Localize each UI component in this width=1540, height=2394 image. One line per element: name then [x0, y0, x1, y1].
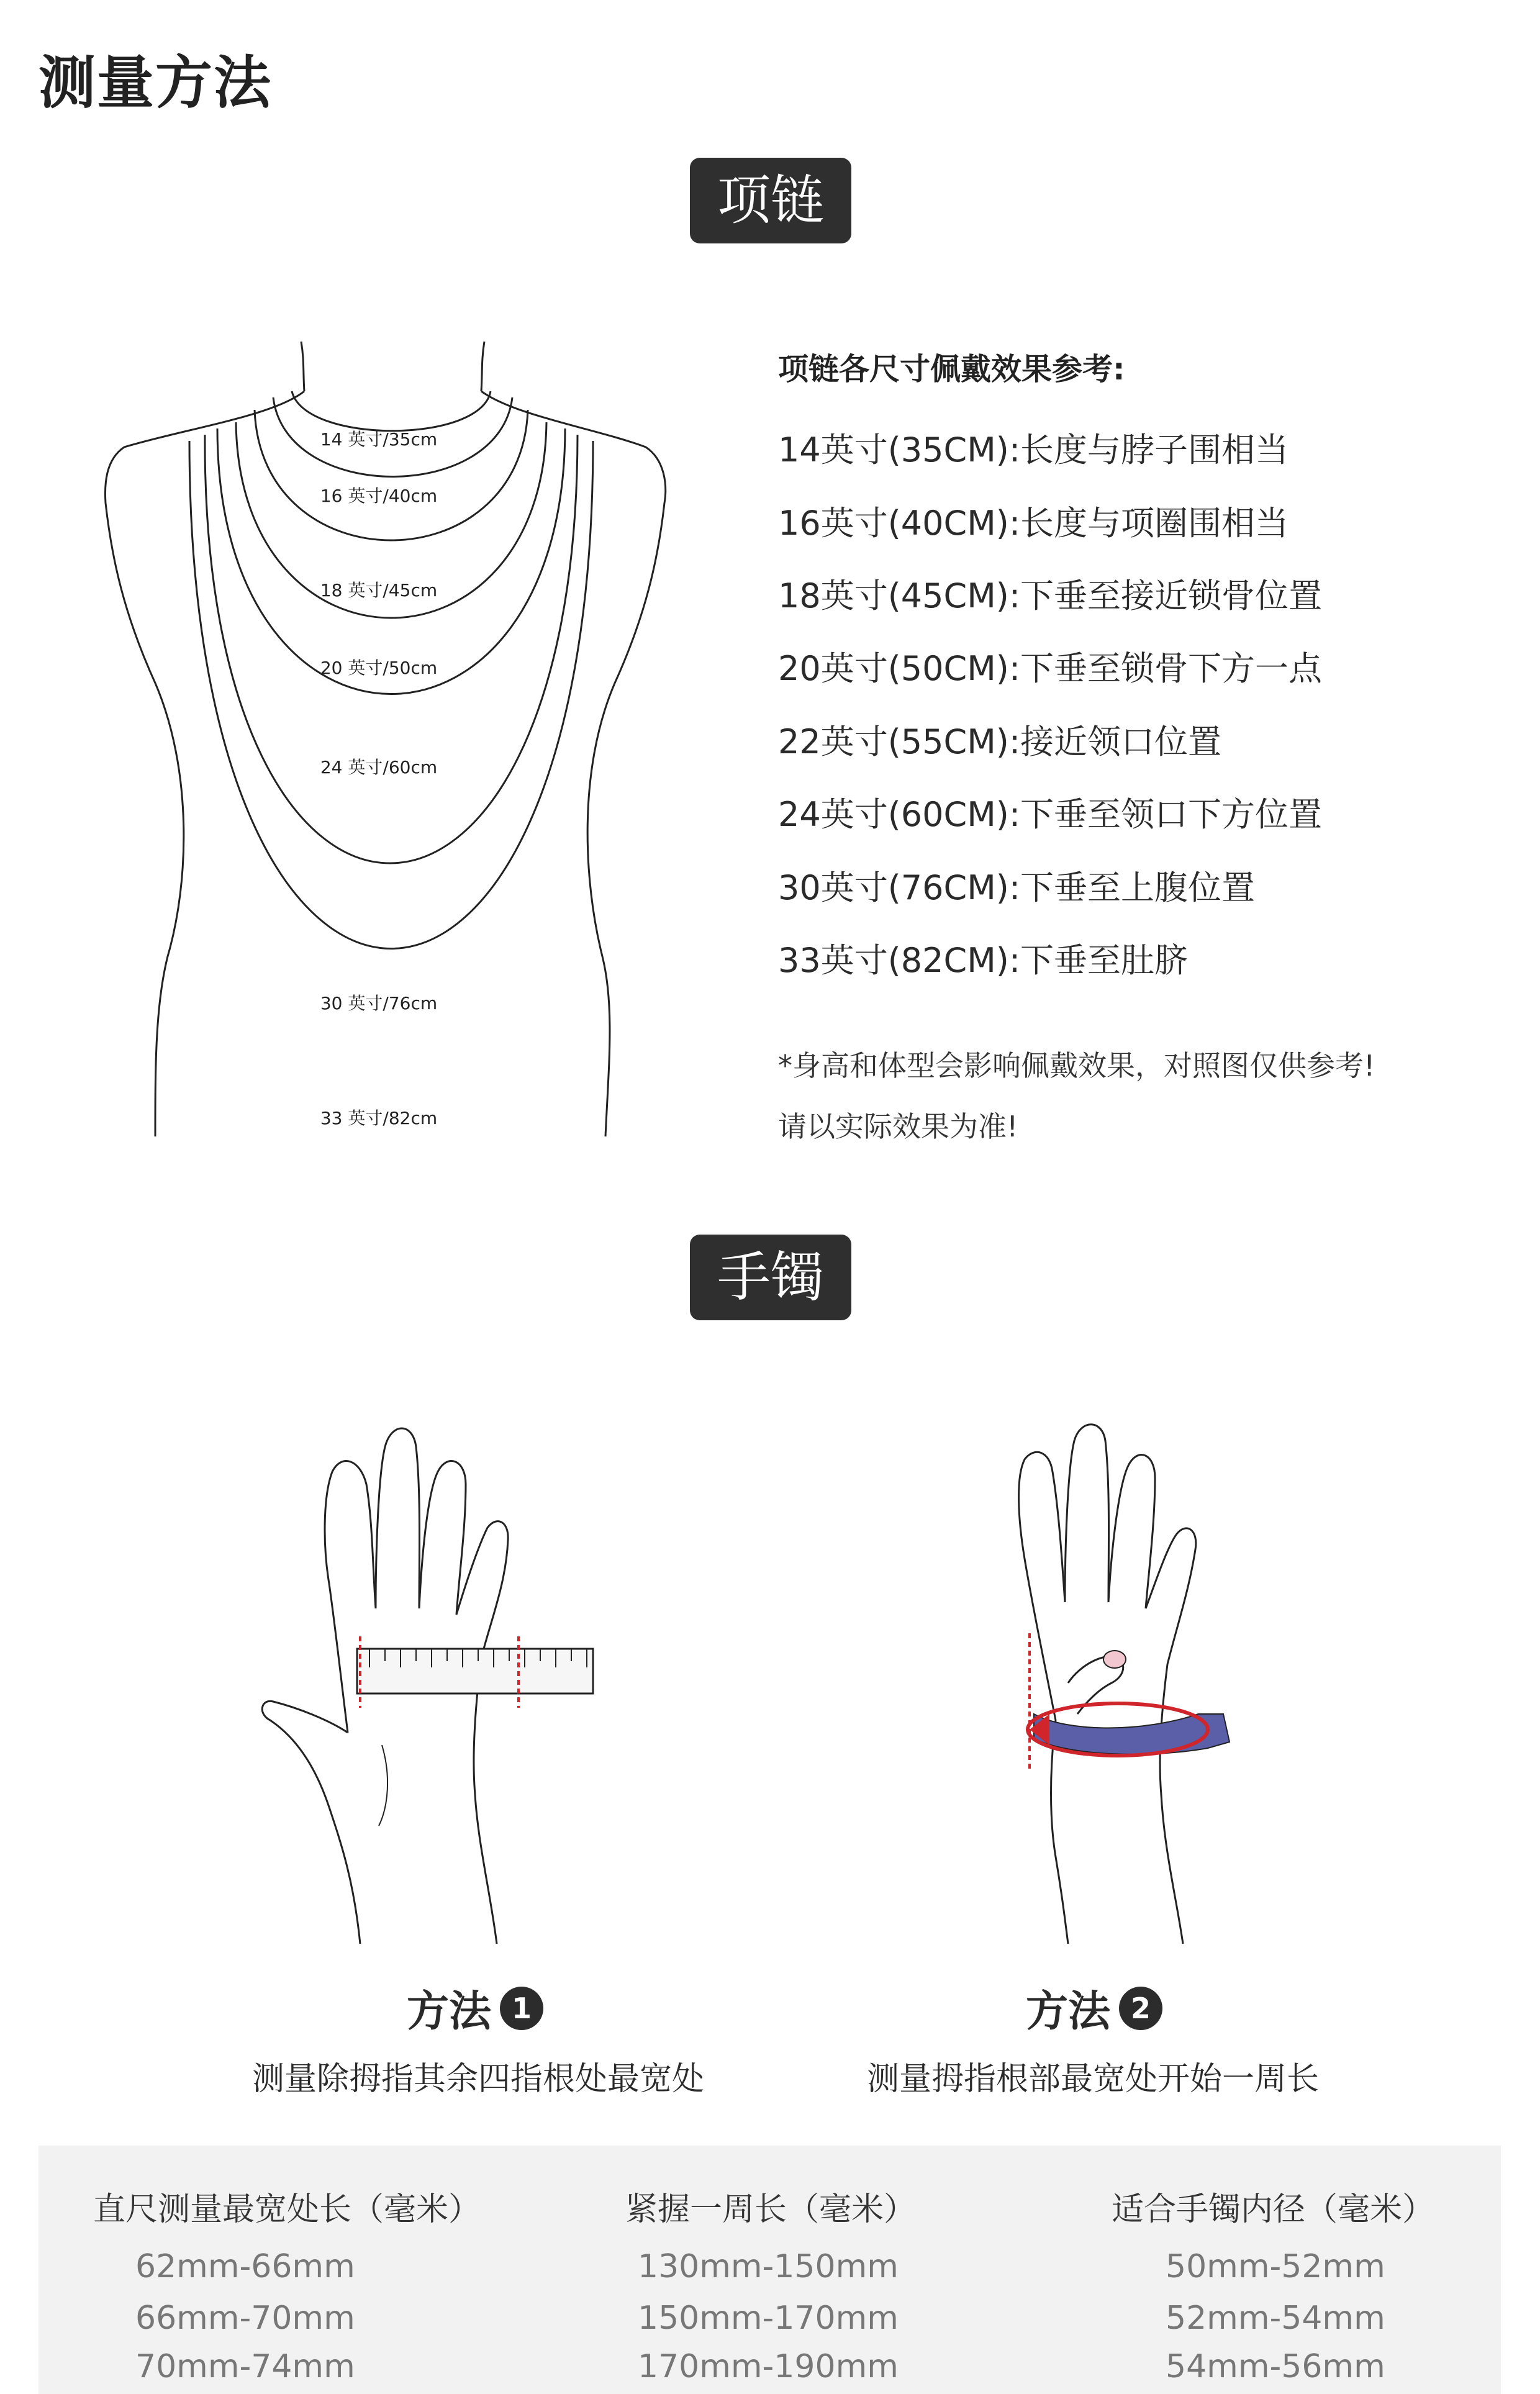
necklace-size-item: 30英寸(76CM):下垂至上腹位置 [778, 868, 1256, 907]
figure-label-20: 20 英寸/50cm [320, 658, 438, 678]
table-cell: 66mm-70mm [135, 2300, 355, 2337]
necklace-size-item: 16英寸(40CM):长度与项圈围相当 [778, 504, 1289, 543]
table-cell: 130mm-150mm [638, 2248, 899, 2285]
table-cell: 62mm-66mm [135, 2248, 355, 2285]
hand-ruler-figure [261, 1422, 609, 1950]
method-1-number-badge: 1 [500, 1987, 543, 2030]
figure-label-16: 16 英寸/40cm [320, 486, 438, 506]
method-1-title-text: 方法 [407, 1987, 492, 2036]
table-cell: 54mm-56mm [1166, 2348, 1385, 2385]
necklace-size-item: 33英寸(82CM):下垂至肚脐 [778, 941, 1189, 980]
figure-label-24: 24 英寸/60cm [320, 757, 438, 778]
figure-label-18: 18 英寸/45cm [320, 580, 438, 601]
method-1-description: 测量除拇指其余四指根处最宽处 [251, 2061, 704, 2098]
bracelet-section-label: 手镯 [690, 1235, 851, 1320]
necklace-size-heading: 项链各尺寸佩戴效果参考: [778, 351, 1125, 387]
method-2-number-badge: 2 [1119, 1987, 1162, 2030]
necklace-section-label: 项链 [690, 158, 851, 243]
page-title: 测量方法 [38, 50, 273, 116]
necklace-note-2: 请以实际效果为准! [778, 1110, 1018, 1143]
figure-label-33: 33 英寸/82cm [320, 1108, 438, 1128]
necklace-length-figure [87, 335, 671, 1143]
table-cell: 52mm-54mm [1166, 2300, 1385, 2337]
table-header-grip-circumference: 紧握一周长（毫米） [625, 2191, 917, 2228]
table-cell: 50mm-52mm [1166, 2248, 1385, 2285]
figure-label-14: 14 英寸/35cm [320, 429, 438, 450]
necklace-size-item: 18英寸(45CM):下垂至接近锁骨位置 [778, 576, 1323, 615]
method-2-title-text: 方法 [1026, 1987, 1111, 2036]
table-cell: 150mm-170mm [638, 2300, 899, 2337]
hand-tape-figure [956, 1422, 1304, 1950]
necklace-size-item: 14英寸(35CM):长度与脖子围相当 [778, 430, 1289, 469]
necklace-size-item: 24英寸(60CM):下垂至领口下方位置 [778, 795, 1323, 834]
table-cell: 170mm-190mm [638, 2348, 899, 2385]
table-cell: 70mm-74mm [135, 2348, 355, 2385]
figure-label-30: 30 英寸/76cm [320, 993, 438, 1013]
method-2-title [1026, 1978, 1162, 2038]
necklace-note: *身高和体型会影响佩戴效果，对照图仅供参考! [778, 1049, 1375, 1082]
bracelet-size-table [38, 2146, 1501, 2394]
necklace-size-item: 22英寸(55CM):接近领口位置 [778, 722, 1222, 761]
method-2-description: 测量拇指根部最宽处开始一周长 [866, 2061, 1319, 2098]
table-header-ruler-width: 直尺测量最宽处长（毫米） [93, 2191, 481, 2228]
table-header-bracelet-diameter: 适合手镯内径（毫米） [1112, 2191, 1435, 2228]
method-1-title [407, 1978, 543, 2038]
necklace-size-item: 20英寸(50CM):下垂至锁骨下方一点 [778, 649, 1323, 688]
